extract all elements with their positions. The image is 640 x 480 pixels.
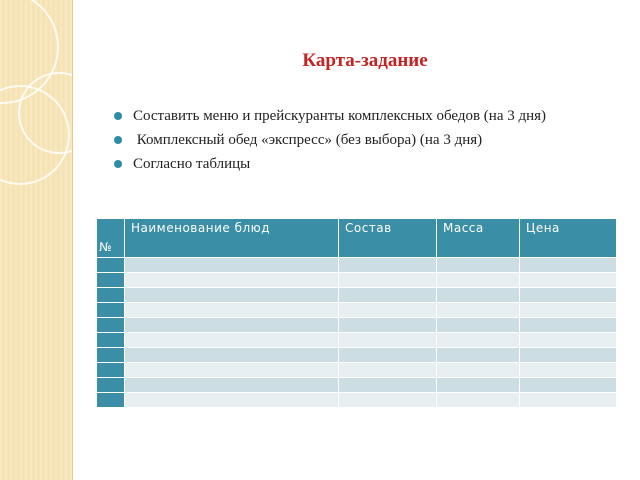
- price-cell: [520, 378, 617, 393]
- header-dish-name: [125, 219, 339, 258]
- table-row: [97, 378, 617, 393]
- composition-cell: [339, 258, 437, 273]
- number-cell: [97, 288, 125, 303]
- composition-cell: [339, 393, 437, 408]
- table-row: [97, 258, 617, 273]
- number-cell: [97, 378, 125, 393]
- dish-name-cell: [125, 288, 339, 303]
- composition-cell: [339, 333, 437, 348]
- header-number: [97, 219, 125, 258]
- header-label: Наименование блюд: [131, 221, 271, 235]
- dish-name-cell: [125, 363, 339, 378]
- bullet-item: [112, 154, 612, 175]
- number-cell: [97, 393, 125, 408]
- composition-cell: [339, 363, 437, 378]
- number-cell: [97, 318, 125, 333]
- slide-title: Карта-задание: [302, 50, 428, 71]
- mass-cell: [437, 288, 520, 303]
- mass-cell: [437, 348, 520, 363]
- bullet-text: Согласно таблицы: [133, 156, 251, 172]
- composition-cell: [339, 288, 437, 303]
- dish-name-cell: [125, 273, 339, 288]
- header-label: Состав: [345, 221, 392, 235]
- menu-table: [96, 218, 617, 408]
- number-cell: [97, 258, 125, 273]
- composition-cell: [339, 318, 437, 333]
- bullet-icon: [114, 112, 122, 120]
- price-cell: [520, 363, 617, 378]
- number-cell: [97, 363, 125, 378]
- number-cell: [97, 303, 125, 318]
- table-row: [97, 303, 617, 318]
- bullet-list: [112, 106, 612, 178]
- dish-name-cell: [125, 393, 339, 408]
- header-label: Масса: [443, 221, 484, 235]
- header-mass: [437, 219, 520, 258]
- mass-cell: [437, 273, 520, 288]
- composition-cell: [339, 303, 437, 318]
- mass-cell: [437, 393, 520, 408]
- number-cell: [97, 333, 125, 348]
- header-label: №: [99, 240, 112, 254]
- mass-cell: [437, 258, 520, 273]
- table-row: [97, 393, 617, 408]
- header-composition: [339, 219, 437, 258]
- table-row: [97, 273, 617, 288]
- composition-cell: [339, 273, 437, 288]
- decorative-divider: [72, 0, 73, 480]
- table-body: [97, 258, 617, 408]
- table-row: [97, 363, 617, 378]
- mass-cell: [437, 303, 520, 318]
- bullet-text: Комплексный обед «экспресс» (без выбора) (на 3 дня): [133, 132, 483, 148]
- price-cell: [520, 303, 617, 318]
- table-row: [97, 318, 617, 333]
- composition-cell: [339, 378, 437, 393]
- composition-cell: [339, 348, 437, 363]
- table-row: [97, 288, 617, 303]
- dish-name-cell: [125, 378, 339, 393]
- dish-name-cell: [125, 303, 339, 318]
- mass-cell: [437, 333, 520, 348]
- price-cell: [520, 273, 617, 288]
- mass-cell: [437, 378, 520, 393]
- price-cell: [520, 318, 617, 333]
- bullet-text: Составить меню и прейскуранты комплексных обедов (на 3 дня): [133, 108, 547, 124]
- bullet-icon: [114, 160, 122, 168]
- header-label: Цена: [526, 221, 560, 235]
- decorative-side-strip: [0, 0, 72, 480]
- header-price: [520, 219, 617, 258]
- dish-name-cell: [125, 348, 339, 363]
- table-header-row: [97, 219, 617, 258]
- menu-table-container: [96, 218, 617, 408]
- price-cell: [520, 333, 617, 348]
- price-cell: [520, 288, 617, 303]
- bullet-item: [112, 130, 612, 151]
- price-cell: [520, 348, 617, 363]
- price-cell: [520, 258, 617, 273]
- mass-cell: [437, 363, 520, 378]
- price-cell: [520, 393, 617, 408]
- dish-name-cell: [125, 258, 339, 273]
- dish-name-cell: [125, 318, 339, 333]
- number-cell: [97, 348, 125, 363]
- table-row: [97, 348, 617, 363]
- number-cell: [97, 273, 125, 288]
- mass-cell: [437, 318, 520, 333]
- table-row: [97, 333, 617, 348]
- bullet-icon: [114, 136, 122, 144]
- dish-name-cell: [125, 333, 339, 348]
- bullet-item: [112, 106, 612, 127]
